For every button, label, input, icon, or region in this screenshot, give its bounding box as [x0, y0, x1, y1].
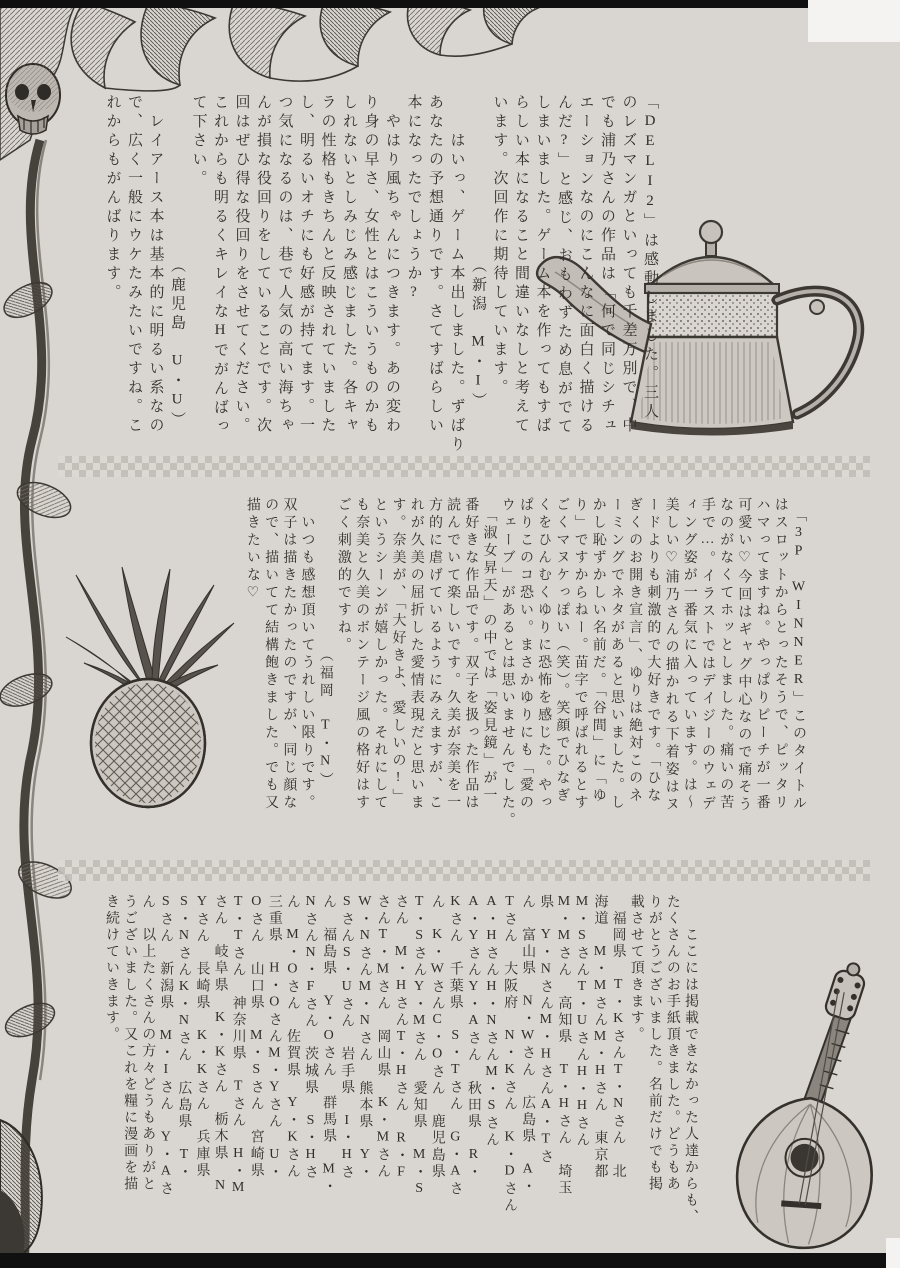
text-column: 方的に虐げているようにみえますが、こ [426, 497, 442, 812]
text-column: のレズマンガといっても千差万別で、中 [620, 94, 637, 436]
mandolin-engraving [718, 958, 898, 1253]
text-column: ので、描いてて結構飽きました。でも又 [263, 497, 279, 812]
text-column: れが久美の屈折した愛情表現だと思いま [408, 497, 424, 812]
text-column: れからもがんばります。 [104, 94, 121, 303]
text-column: Oさん 山口県 M・Sさん 宮崎県 [248, 894, 264, 1180]
text-column: も奈美と久美のボンテージ風の格好はす [354, 497, 370, 812]
text-column: というシーンが嬉しかった。それにして [372, 497, 388, 812]
fan-letters-section-top [100, 94, 660, 472]
text-column: でも浦乃さんの作品は「何で同じシチュ [599, 94, 615, 436]
scan-corner-top-right [808, 0, 900, 42]
text-column: たくさんのお手紙頂きました。どうもあ [664, 894, 680, 1193]
text-column: Kさん 千葉県 S・Tさん G・Aさ [447, 894, 463, 1198]
text-column: W・NさんM・Nさん 熊本県 Y・ [357, 894, 373, 1182]
fan-letters-section-middle [242, 497, 807, 857]
text-column: りがとうございました。名前だけでも掲 [646, 894, 662, 1193]
text-column: ウェーブ」があるとは思いませんでした。 [499, 497, 515, 830]
text-column: し、明るいオチにも好感が持てます。一 [298, 94, 314, 436]
text-column: 読んでいて楽しいです。久美が奈美を一 [445, 497, 461, 812]
text-column: らしい本になること間違いなしと考えて [513, 94, 529, 436]
text-column: んが損な役回りをしていることです。次 [255, 94, 271, 436]
text-column: 回はぜひ得な役回りをさせてください。 [233, 94, 250, 436]
text-column: ーミングでネタがあると思いました。し [608, 497, 624, 812]
text-column: 三重県 H・OさんM・Yさん U・ [266, 894, 282, 1182]
text-column: 本になったでしょうか? [405, 94, 422, 304]
text-column: はスロットからとったそうで、ピッタリ [772, 497, 788, 812]
text-column: やはり風ちゃんにつきます。あの変わ [384, 94, 400, 436]
text-column: 手で…。イラストではデイジーのウェデ [699, 497, 715, 813]
text-column: 「DELI2」は感動しました。三人 [642, 94, 658, 422]
text-column: ぱりこのコ恐い。まさかゆりにも「愛の [517, 497, 533, 812]
text-column: T・SさんY・Mさん 愛知県 M・S [411, 894, 427, 1199]
text-column: ん M・Oさん 佐賀県 Y・Kさん [284, 894, 300, 1181]
text-column: はいっ、ゲーム本出しました。ずばり [448, 94, 465, 455]
text-column: ここには掲載できなかった人達からも、 [683, 894, 698, 1226]
text-column: エーションなのにこんなに面白く描ける [577, 94, 594, 436]
text-column: Tさん 大阪府 N・Kさん K・Dさん [502, 894, 518, 1215]
text-column: （鹿児島 U・U） [169, 94, 185, 431]
text-column: あなたの予想通りです。さてすばらしい [427, 94, 443, 436]
text-column: しれないとしみじみ感じました。各キャ [341, 94, 357, 436]
text-column: ごくマヌケっぽい（笑）。笑顔でひなぎ [554, 497, 570, 805]
text-column: レイアース本は基本的に明るい系なの [147, 94, 164, 436]
text-column: つ気になるのは、巷で人気の高い海ちゃ [276, 94, 293, 436]
text-column: 「3P WINNER」このタイトル [791, 497, 806, 813]
text-column: M・Mさん 高知県 T・Hさん 埼玉 [556, 894, 572, 1197]
text-column: 「淑女昇天」の中では「姿見鏡」が一 [481, 497, 497, 805]
text-column: SさんS・Uさん 岩手県 I・Hさ [339, 894, 355, 1182]
pineapple-engraving [48, 563, 243, 811]
foliage-engraving [30, 0, 540, 100]
text-column: 美しい♡浦乃さんの描かれる下着姿はヌ [663, 497, 679, 814]
text-column: 描きたいな♡ [244, 497, 260, 604]
text-column: M・SさんT・UさんH・Hさん [574, 894, 590, 1149]
text-column: ぎくのお開き宣言」、ゆりは絶対このネ [627, 497, 643, 805]
text-column: いつも感想頂いてうれしい限りです。 [299, 497, 315, 812]
text-column: さん 岐阜県 K・Kさん 栃木県 N [212, 894, 228, 1196]
text-column: くをひんむくゆりに恐怖を感じた。やっ [536, 497, 552, 812]
scan-edge-top-bar [0, 0, 812, 8]
text-column: A・YさんY・Aさん 秋田県 R・ [465, 894, 481, 1182]
text-column: Sさん 新潟県 M・Iさん Y・Aさ [158, 894, 174, 1198]
text-column: なのがなくてホッとしました。痛いの苦 [718, 497, 734, 812]
text-column: ラの性格もきちんと反映されていました [319, 94, 336, 436]
text-column: す。奈美が、「大好きよ、愛しいの!」 [390, 497, 406, 806]
text-column: 可愛い♡今回はギャグ中心なので痛そう [736, 497, 752, 814]
text-column: ん 富山県 N・Wさん 広島県 A・ [520, 894, 536, 1196]
text-column: NさんN・Fさん 茨城県 S・Hさ [303, 894, 319, 1182]
text-column: で、広く一般にウケたみたいですね。こ [126, 94, 142, 436]
text-column: A・HさんH・NさんM・Sさん [483, 894, 499, 1149]
text-column: S・NさんK・Nさん 広島県 T・ [176, 894, 192, 1182]
text-column: Yさん 長崎県 K・Kさん 兵庫県 [194, 894, 210, 1180]
text-column: います。次回作に期待しています。 [491, 94, 508, 398]
text-column: 福岡県 T・KさんT・Nさん 北 [610, 894, 626, 1181]
text-column: ん K・WさんC・Oさん 鹿児島県 [429, 894, 445, 1181]
text-column: ードよりも刺激的で大好きです。「ひな [645, 497, 661, 805]
text-column: うございました。又これを糧に漫画を描 [122, 894, 138, 1193]
text-column: ィング姿が一番気に入っています。は～ [681, 497, 697, 812]
text-column: ハマってますね。やっぱりピーチが一番 [754, 497, 770, 812]
text-column: んだ?」と感じ、おもわずため息がでて [556, 94, 572, 437]
scan-edge-bottom-bar [0, 1253, 888, 1268]
text-column: 双子は描きたかったのですが、同じ顔な [281, 497, 297, 812]
text-column: しまいました。ゲーム本を作ってもすば [534, 94, 551, 436]
text-column: 載させて頂きます。 [628, 894, 644, 1044]
text-column: さんT・Mさん 岡山県 K・Mさん [375, 894, 391, 1181]
text-column: き続けていきます。 [104, 894, 119, 1044]
text-column: て下さい。 [190, 94, 207, 189]
text-column: ん 以上たくさんの方々どうもありがと [140, 894, 156, 1193]
text-column: ごく刺激的ですね。 [335, 497, 351, 655]
text-column: り身の早さ、女性とはこういうものかも [362, 94, 379, 436]
text-column: （新潟 M・I） [470, 94, 486, 412]
scan-corner-bottom-right [886, 1238, 900, 1268]
checkered-divider-bottom [58, 860, 870, 881]
text-column: 県 Y・NさんM・HさんA・Tさ [538, 894, 554, 1166]
text-column: かし恥ずかしい名前だ。「谷間」に「ゆ [590, 497, 606, 805]
text-column: さん M・HさんT・Hさん R・F [393, 894, 409, 1183]
text-column: （福岡 T・N） [317, 497, 333, 790]
text-column: り」ですからねー。苗字で呼ばれるとす [572, 497, 588, 812]
text-column: これからも明るくキレイなHでがんばっ [212, 94, 228, 437]
text-column: 番好きな作品です。双子を扱った作品は [463, 497, 479, 812]
text-column: T・Tさん 神奈川県 Tさん H・M [230, 894, 246, 1198]
text-column: 海道 M・MさんM・Hさん 東京都 [592, 894, 608, 1181]
acknowledgements-section [98, 894, 699, 1256]
text-column: ん 福島県 Y・Oさん 群馬県 M・ [321, 894, 337, 1196]
